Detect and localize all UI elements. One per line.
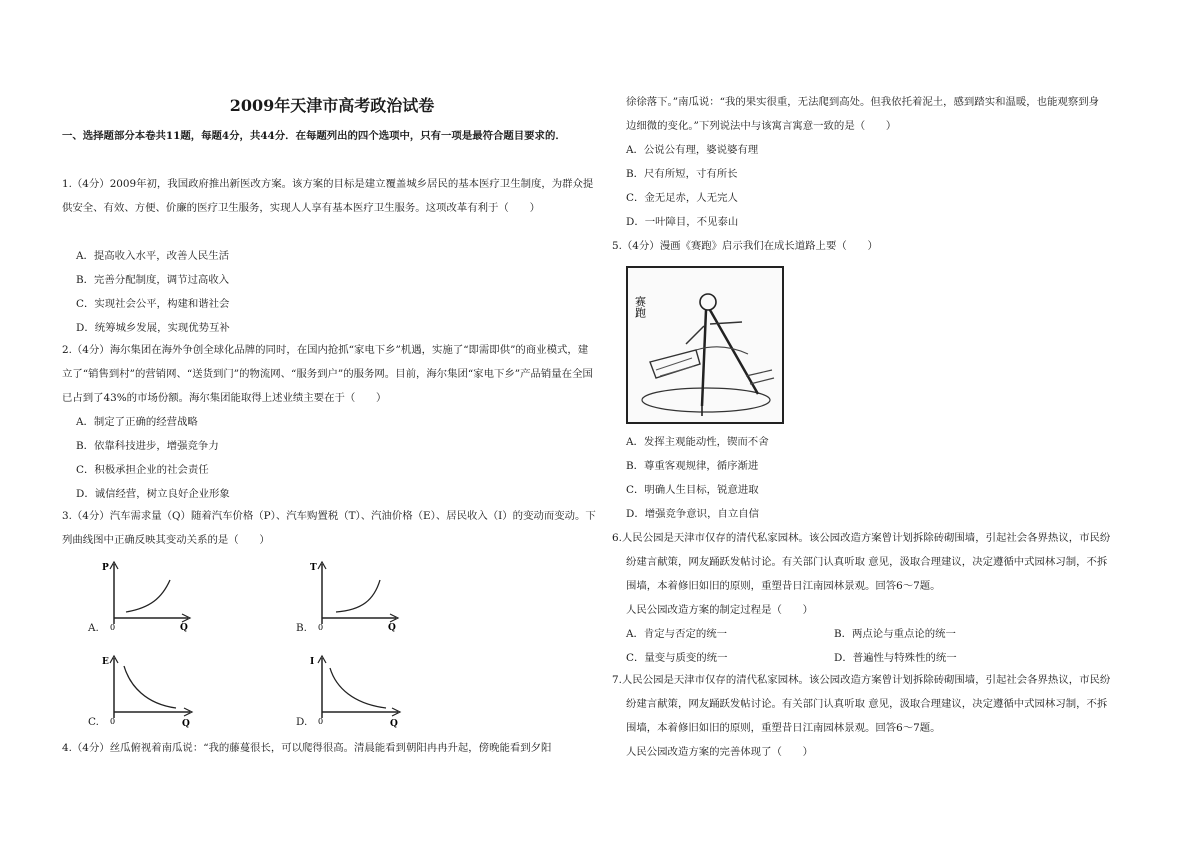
question-7-prompt: 人民公园改造方案的完善体现了（ ） [626,746,814,758]
graph-d-letter: D. [296,716,308,728]
graph-d [308,652,408,728]
question-5-stem: 5.（4分）漫画《赛跑》启示我们在成长道路上要（ ） [612,240,878,252]
q2-option-b: B．依靠科技进步，增强竞争力 [76,440,219,452]
question-7-line-2: 纷建言献策，网友踊跃发帖讨论。有关部门认真听取 意见，汲取合理建议，决定遵循中式园林习制，不拆 [626,698,1108,710]
q5-option-b: B．尊重客观规律，循序渐进 [626,460,759,472]
graph-b-letter: B. [296,622,307,634]
q6-option-d: D．普遍性与特殊性的统一 [834,652,957,664]
graph-a-origin: 0 [110,623,116,632]
q1-option-d: D．统筹城乡发展，实现优势互补 [76,322,230,334]
q6-option-b: B．两点论与重点论的统一 [834,628,956,640]
q1-option-b: B．完善分配制度，调节过高收入 [76,274,230,286]
q6-option-a: A．肯定与否定的统一 [626,628,728,640]
q2-option-a: A．制定了正确的经营战略 [76,416,198,428]
question-6-line-2: 纷建言献策，网友踊跃发帖讨论。有关部门认真听取 意见，汲取合理建议，决定遵循中式园林习制，不拆 [626,556,1108,568]
question-4-stem-cont-2: 边细微的变化。”下列说法中与该寓言寓意一致的是（ ） [626,120,897,132]
question-6-prompt: 人民公园改造方案的制定过程是（ ） [626,604,814,616]
q6-option-c: C．量变与质变的统一 [626,652,728,664]
graph-a-x-label: Q [180,623,188,633]
question-4-stem-start: 4.（4分）丝瓜俯视着南瓜说：“我的藤蔓很长，可以爬得很高。清晨能看到朝阳冉冉升起，傍晚能看到夕阳 [62,742,552,754]
q4-option-a: A．公说公有理，婆说婆有理 [626,144,759,156]
question-7-line-3: 围墙，本着修旧如旧的原则，重塑昔日江南园林景观。回答6～7题。 [626,722,941,734]
question-6-line-3: 围墙，本着修旧如旧的原则，重塑昔日江南园林景观。回答6～7题。 [626,580,941,592]
q4-option-b: B．尺有所短，寸有所长 [626,168,738,180]
page-title: 2009年天津市高考政治试卷 [229,96,435,115]
q5-option-a: A．发挥主观能动性，锲而不舍 [626,436,769,448]
q2-option-c: C．积极承担企业的社会责任 [76,464,209,476]
graph-d-x-label: Q [390,719,398,728]
graph-c-x-label: Q [182,719,190,728]
q4-option-c: C．金无足赤，人无完人 [626,192,738,204]
race-cartoon-image [626,266,784,424]
graph-c-origin: 0 [110,717,116,726]
question-2-stem: 2.（4分）海尔集团在海外争创全球化品牌的同时，在国内抢抓“家电下乡”机遇，实施了“即需即供”的商业模式，建立了“销售到村”的营销网、“送货到门”的物流网、“服务到户”的服务网。目前，海尔集团“家电下乡”产品销量在全国已占到了43%的市场份额。海尔集团能取得上述业绩主要在于（ ） [62,344,593,404]
question-7-line-1: 7.人民公园是天津市仅存的清代私家园林。该公园改造方案曾计划拆除砖砌围墙，引起社会各界热议，市民纷 [612,674,1111,686]
q5-option-d: D．增强竞争意识，自立自信 [626,508,760,520]
graph-d-y-label: I [310,657,315,667]
section-heading: 一、选择题部分本卷共11题，每题4分，共44分．在每题列出的四个选项中，只有一项是最符合题目要求的． [62,130,566,142]
q2-option-d: D．诚信经营，树立良好企业形象 [76,488,230,500]
graph-b-y-label: T [310,563,317,573]
q1-option-c: C．实现社会公平，构建和谐社会 [76,298,230,310]
question-3-stem: 3.（4分）汽车需求量（Q）随着汽车价格（P）、汽车购置税（T）、汽油价格（E）、居民收入（I）的变动而变动。下列曲线图中正确反映其变动关系的是（ ） [62,510,596,546]
graph-b-origin: 0 [318,623,324,632]
cartoon-label: 赛跑 [633,296,647,318]
graph-b-x-label: Q [388,623,396,633]
graph-b [308,558,404,634]
graph-a-y-label: P [102,563,109,573]
question-4-stem-cont-1: 徐徐落下。”南瓜说：“我的果实很重，无法爬到高处。但我依托着泥土，感到踏实和温暖，也能观察到身 [626,96,1099,108]
graph-c [100,652,200,728]
graph-a [100,558,196,634]
graph-d-origin: 0 [318,717,324,726]
graph-c-letter: C. [88,716,99,728]
q4-option-d: D．一叶障目，不见泰山 [626,216,739,228]
question-6-line-1: 6.人民公园是天津市仅存的清代私家园林。该公园改造方案曾计划拆除砖砌围墙，引起社会各界热议，市民纷 [612,532,1111,544]
graph-a-letter: A. [88,622,99,634]
q1-option-a: A．提高收入水平，改善人民生活 [76,250,229,262]
graph-c-y-label: E [102,657,109,667]
q5-option-c: C．明确人生目标，锐意进取 [626,484,759,496]
question-1-stem: 1.（4分）2009年初，我国政府推出新医改方案。该方案的目标是建立覆盖城乡居民的基本医疗卫生制度，为群众提供安全、有效、方便、价廉的医疗卫生服务，实现人人享有基本医疗卫生服务。这项改革有利于（ ） [62,178,594,214]
